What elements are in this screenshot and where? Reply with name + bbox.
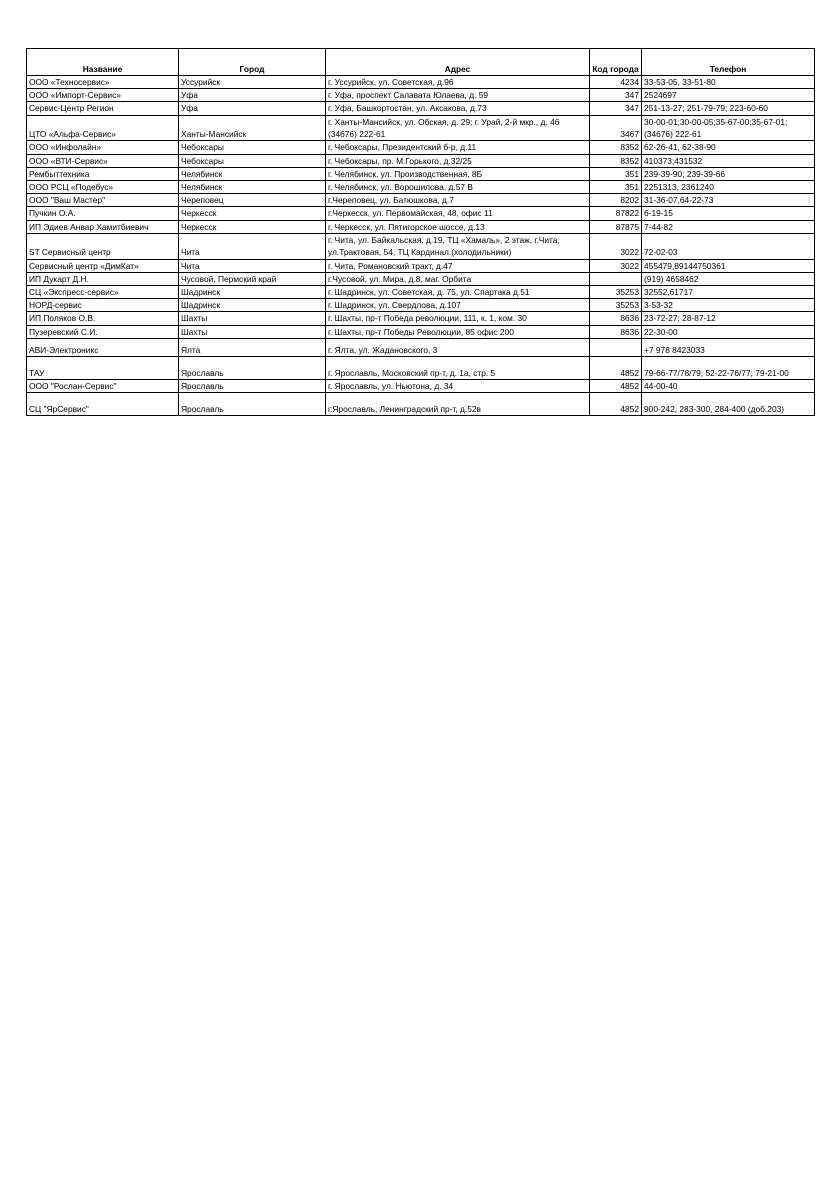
cell-city: Черкесск <box>179 207 326 220</box>
cell-phone: 33-53-05, 33-51-80 <box>642 76 815 89</box>
cell-name: ТАУ <box>27 356 179 379</box>
cell-code: 8352 <box>590 154 642 167</box>
cell-name: Рембыттехника <box>27 167 179 180</box>
cell-city: Челябинск <box>179 181 326 194</box>
header-city: Город <box>179 49 326 76</box>
table-row <box>27 207 815 220</box>
cell-code: 3022 <box>590 259 642 272</box>
cell-address: г. Челябинск, ул. Ворошилова, д.57 В <box>326 181 590 194</box>
table-row <box>27 89 815 102</box>
cell-address: г. Шадринск, ул. Советская, д. 75, ул. Спартака д.51 <box>326 286 590 299</box>
cell-city: Ялта <box>179 338 326 356</box>
cell-city: Чебоксары <box>179 154 326 167</box>
cell-city: Шахты <box>179 325 326 338</box>
table-row <box>27 115 815 141</box>
cell-phone: 32552,61717 <box>642 286 815 299</box>
table-row <box>27 154 815 167</box>
cell-code: 87875 <box>590 220 642 233</box>
cell-name: ИП Поляков О.В. <box>27 312 179 325</box>
cell-address: г.Черкесск, ул. Первомайская, 48, офис 11 <box>326 207 590 220</box>
cell-phone: 6-19-15 <box>642 207 815 220</box>
cell-city: Ярославль <box>179 379 326 392</box>
table-row <box>27 338 815 356</box>
cell-phone: (919) 4658462 <box>642 272 815 285</box>
service-centers-table <box>26 48 815 416</box>
cell-phone: 30-00-01;30-00-05;35-67-00;35-67-01;(34676) 222-61 <box>642 115 815 141</box>
cell-address: г. Ханты-Мансийск, ул. Обская, д. 29; г. Урай, 2-й мкр., д. 46 (34676) 222-61 <box>326 115 590 141</box>
cell-address: г. Чебоксары, пр. М.Горького, д.32/25 <box>326 154 590 167</box>
cell-phone: 44-00-40 <box>642 379 815 392</box>
cell-phone: 79-66-77/78/79; 52-22-76/77; 79-21-00 <box>642 356 815 379</box>
cell-phone: 23-72-27; 28-87-12 <box>642 312 815 325</box>
cell-code: 87822 <box>590 207 642 220</box>
table-row <box>27 393 815 416</box>
table-row <box>27 167 815 180</box>
cell-name: ООО РСЦ «Подебус» <box>27 181 179 194</box>
cell-phone: 239-39-90; 239-39-66 <box>642 167 815 180</box>
cell-city: Уфа <box>179 102 326 115</box>
cell-name: ИП Дукарт Д.Н. <box>27 272 179 285</box>
table-row <box>27 259 815 272</box>
cell-phone: 72-02-03 <box>642 233 815 259</box>
cell-name: ИП Эдиев Анвар Хамитбиевич <box>27 220 179 233</box>
cell-code: 347 <box>590 102 642 115</box>
table-row <box>27 233 815 259</box>
cell-phone: 455479,89144750361 <box>642 259 815 272</box>
cell-name: Пучкин О.А. <box>27 207 179 220</box>
cell-code: 3467 <box>590 115 642 141</box>
cell-code: 351 <box>590 167 642 180</box>
header-code: Код города <box>590 49 642 76</box>
table-row <box>27 379 815 392</box>
cell-phone: 31-36-07,64-22-73 <box>642 194 815 207</box>
cell-name: НОРД-сервис <box>27 299 179 312</box>
table-row <box>27 220 815 233</box>
cell-city: Ханты-Мансийск <box>179 115 326 141</box>
cell-address: г. Чебоксары, Президентский б-р, д.11 <box>326 141 590 154</box>
cell-city: Череповец <box>179 194 326 207</box>
cell-city: Чусовой, Пермский край <box>179 272 326 285</box>
table-row <box>27 181 815 194</box>
cell-code: 35253 <box>590 286 642 299</box>
cell-code: 3022 <box>590 233 642 259</box>
cell-name: АВИ-Электроникс <box>27 338 179 356</box>
cell-code: 4852 <box>590 379 642 392</box>
cell-code <box>590 338 642 356</box>
cell-code: 4852 <box>590 356 642 379</box>
table-row <box>27 141 815 154</box>
cell-phone: 2524697 <box>642 89 815 102</box>
cell-code: 8636 <box>590 325 642 338</box>
cell-code <box>590 272 642 285</box>
cell-city: Чебоксары <box>179 141 326 154</box>
cell-name: Сервисный центр «ДимКат» <box>27 259 179 272</box>
cell-city: Уссурийск <box>179 76 326 89</box>
cell-name: ООО «Импорт-Сервис» <box>27 89 179 102</box>
cell-name: ООО "Рослан-Сервис" <box>27 379 179 392</box>
cell-address: г. Челябинск, ул. Производственная, 8Б <box>326 167 590 180</box>
cell-city: Шадринск <box>179 299 326 312</box>
cell-phone: 7-44-82 <box>642 220 815 233</box>
cell-address: г. Уфа, Башкортостан, ул. Аксакова, д.73 <box>326 102 590 115</box>
service-centers-sheet <box>26 48 814 416</box>
cell-name: Сервис-Центр Регион <box>27 102 179 115</box>
cell-phone: 410373;431532 <box>642 154 815 167</box>
cell-phone: 22-30-00 <box>642 325 815 338</box>
table-row <box>27 194 815 207</box>
cell-code: 4234 <box>590 76 642 89</box>
cell-name: СЦ «Экспресс-сервис» <box>27 286 179 299</box>
header-address: Адрес <box>326 49 590 76</box>
cell-address: г. Уфа, проспект Салавата Юлаева, д. 59 <box>326 89 590 102</box>
cell-city: Чита <box>179 233 326 259</box>
cell-address: г. Ялта, ул. Жадановского, 3 <box>326 338 590 356</box>
cell-name: ООО «Техносервис» <box>27 76 179 89</box>
cell-address: г. Черкесск, ул. Пятигорское шоссе, д.13 <box>326 220 590 233</box>
cell-phone: 2251313, 2361240 <box>642 181 815 194</box>
cell-name: СЦ "ЯрСервис" <box>27 393 179 416</box>
cell-name: ООО "Ваш Мастер" <box>27 194 179 207</box>
header-name: Название <box>27 49 179 76</box>
cell-city: Ярославль <box>179 393 326 416</box>
table-row <box>27 272 815 285</box>
header-phone: Телефон <box>642 49 815 76</box>
table-row <box>27 312 815 325</box>
cell-phone: 251-13-27; 251-79-79; 223-60-60 <box>642 102 815 115</box>
cell-address: г.Чусовой, ул. Мира, д.8, маг. Орбита <box>326 272 590 285</box>
cell-name: ООО «Инфолайн» <box>27 141 179 154</box>
cell-phone: 62-26-41, 62-38-90 <box>642 141 815 154</box>
cell-city: Челябинск <box>179 167 326 180</box>
cell-address: г. Шадринск, ул. Свердлова, д.107 <box>326 299 590 312</box>
table-row <box>27 286 815 299</box>
cell-code: 347 <box>590 89 642 102</box>
table-row <box>27 325 815 338</box>
table-row <box>27 299 815 312</box>
cell-city: Черкесск <box>179 220 326 233</box>
cell-code: 351 <box>590 181 642 194</box>
cell-code: 8202 <box>590 194 642 207</box>
cell-city: Уфа <box>179 89 326 102</box>
table-row <box>27 356 815 379</box>
cell-code: 8352 <box>590 141 642 154</box>
cell-phone: 3-53-32 <box>642 299 815 312</box>
cell-address: г. Шахты, пр-т Победы Революции, 85 офис 200 <box>326 325 590 338</box>
cell-address: г. Шахты, пр-т Победа революции, 111, к. 1, ком. 30 <box>326 312 590 325</box>
cell-code: 35253 <box>590 299 642 312</box>
cell-address: г.Ярославль, Ленинградский пр-т, д.52в <box>326 393 590 416</box>
header-row <box>27 49 815 76</box>
cell-address: г. Уссурийск, ул. Советская, д.96 <box>326 76 590 89</box>
cell-city: Чита <box>179 259 326 272</box>
cell-name: Пузеревский С.И. <box>27 325 179 338</box>
cell-code: 4852 <box>590 393 642 416</box>
cell-city: Шахты <box>179 312 326 325</box>
cell-city: Ярославль <box>179 356 326 379</box>
cell-address: г. Чита, Романовский тракт, д.47 <box>326 259 590 272</box>
cell-name: ООО «ВТИ-Сервис» <box>27 154 179 167</box>
cell-address: г. Ярославль, Московский пр-т, д. 1а, стр. 5 <box>326 356 590 379</box>
table-row <box>27 76 815 89</box>
cell-address: г.Череповец, ул. Батюшкова, д.7 <box>326 194 590 207</box>
cell-code: 8636 <box>590 312 642 325</box>
cell-city: Шадринск <box>179 286 326 299</box>
table-row <box>27 102 815 115</box>
cell-name: ЦТО «Альфа-Сервис» <box>27 115 179 141</box>
cell-name: ST Сервисный центр <box>27 233 179 259</box>
cell-address: г. Ярославль, ул. Ньютона, д. 34 <box>326 379 590 392</box>
cell-phone: +7 978 8423033 <box>642 338 815 356</box>
cell-address: г. Чита, ул. Байкальская, д.19, ТЦ «Хамаль», 2 этаж, г.Чита, ул.Трактовая, 54, ТЦ Кардинал.(холодильники) <box>326 233 590 259</box>
cell-phone: 900-242, 283-300, 284-400 (доб.203) <box>642 393 815 416</box>
